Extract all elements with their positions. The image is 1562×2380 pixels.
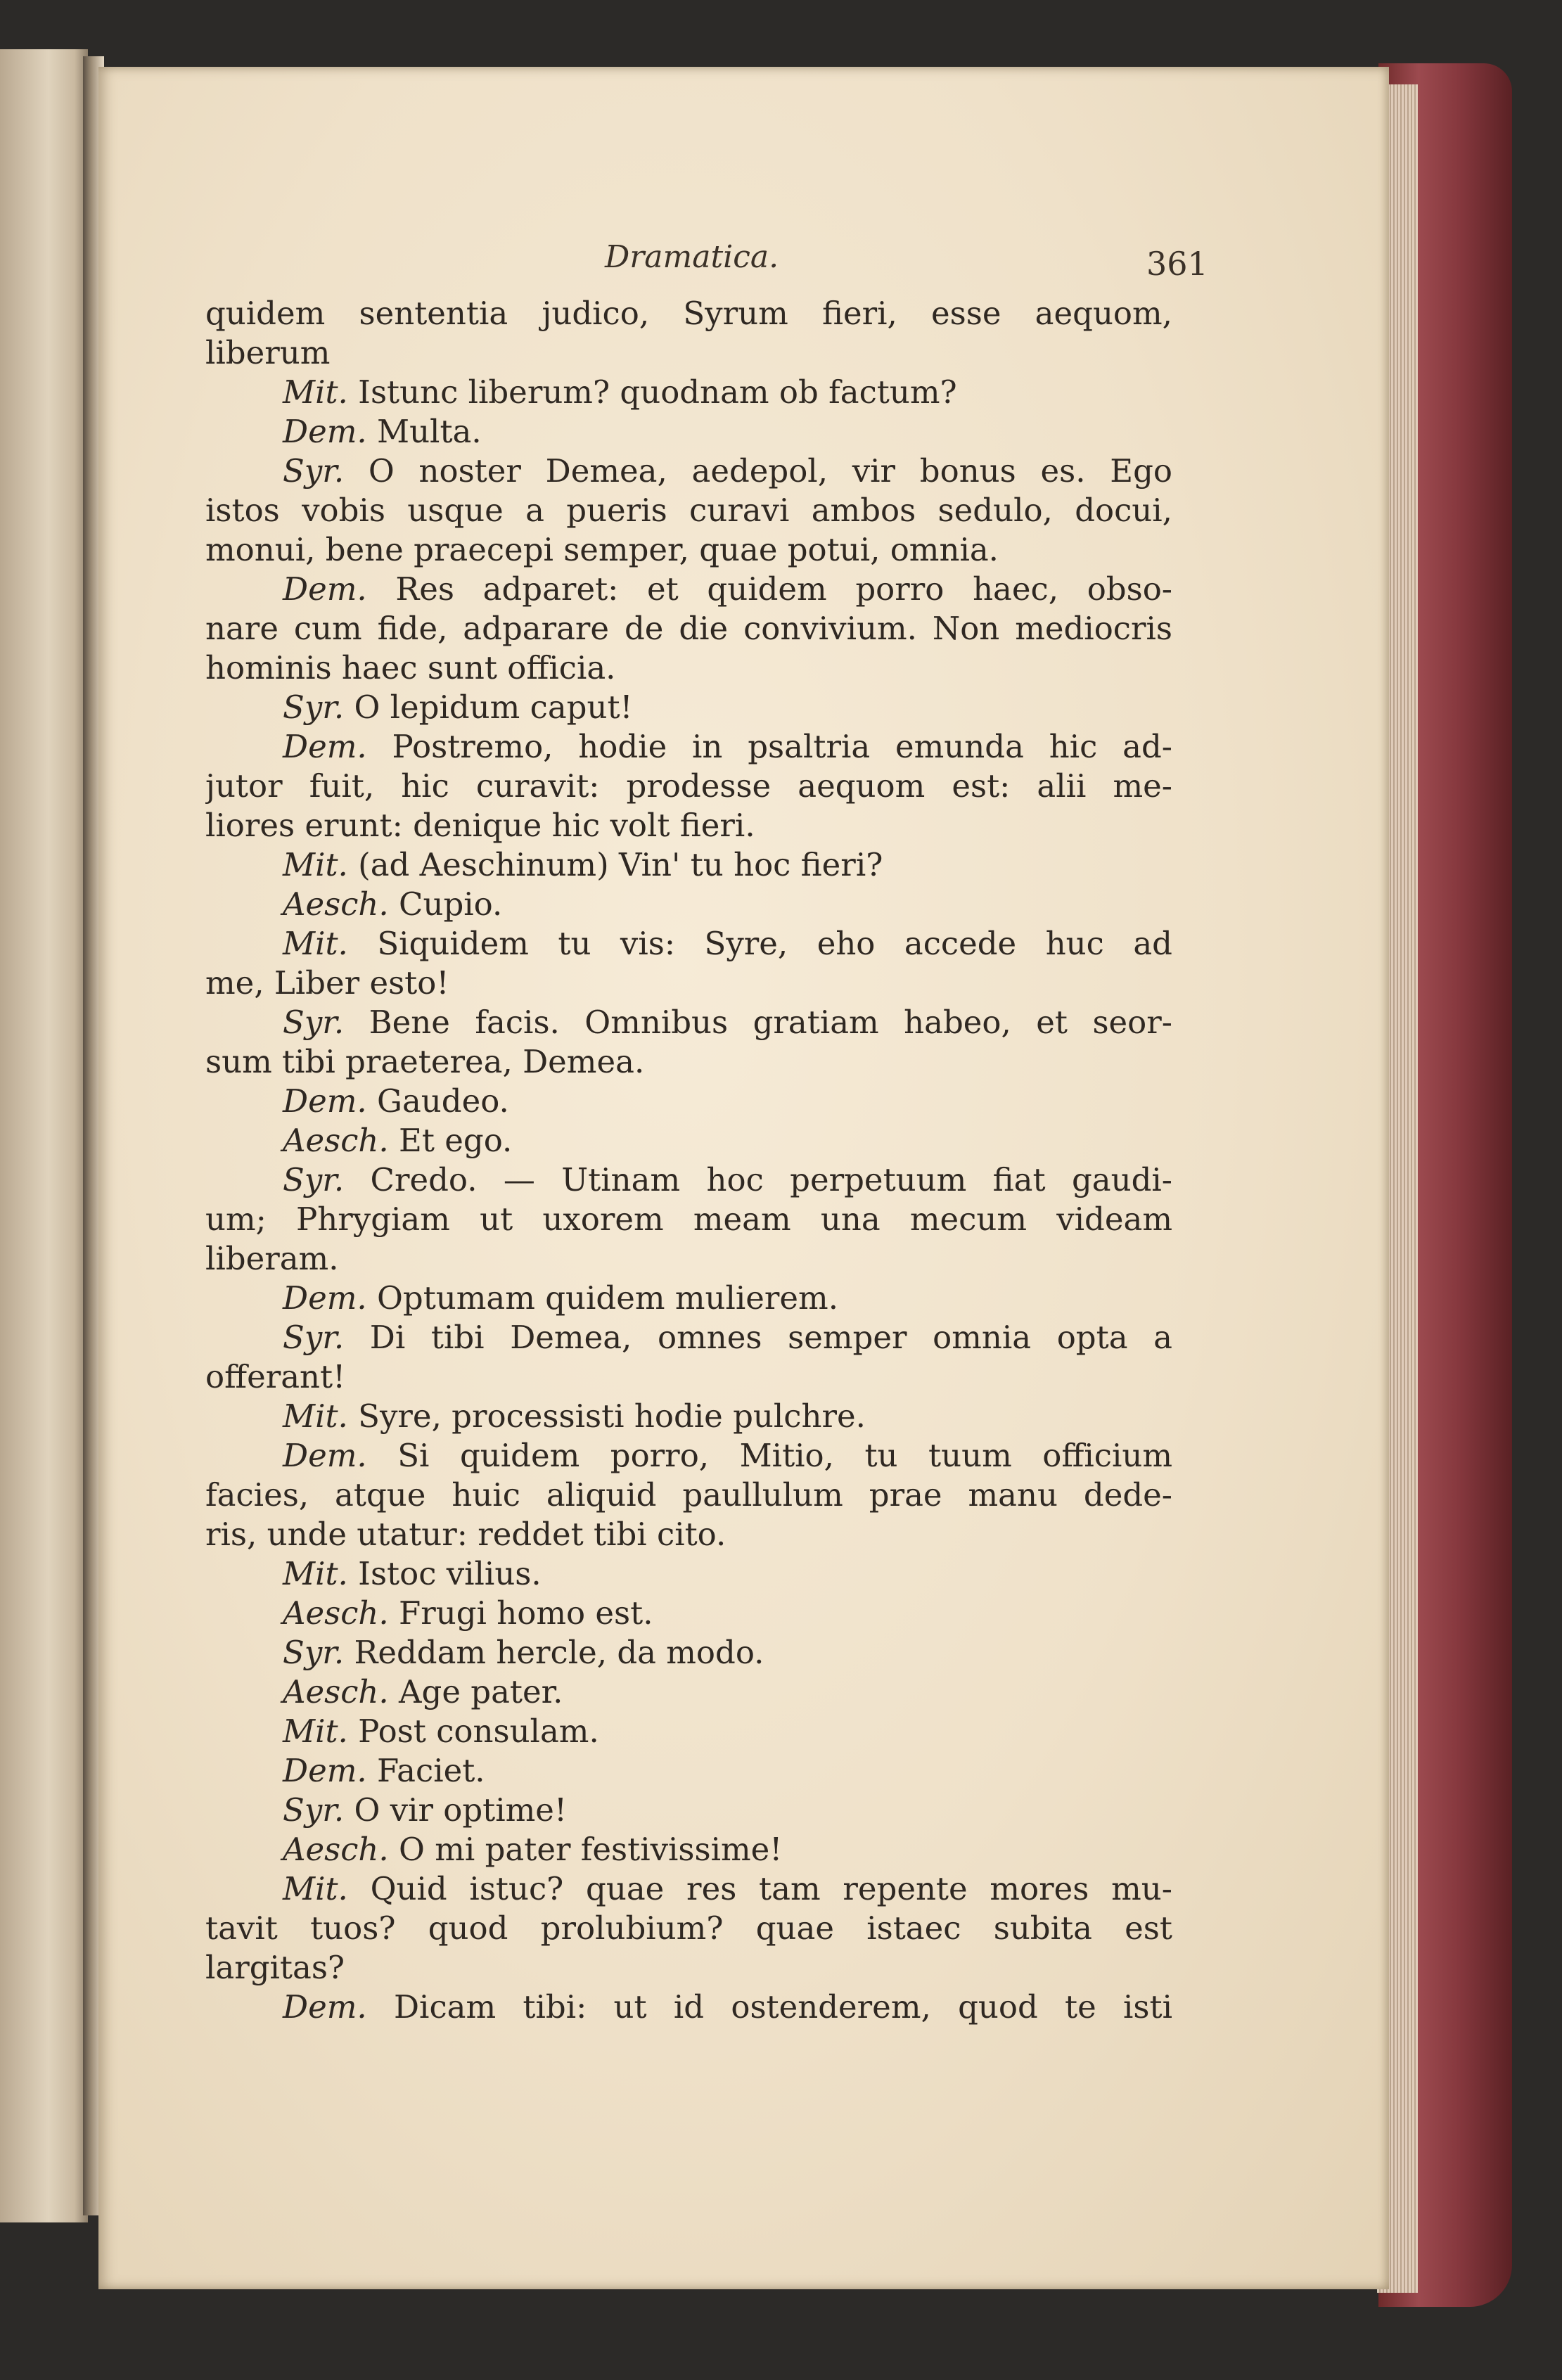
- speaker-label: Syr.: [283, 689, 345, 726]
- speaker-label: Dem.: [283, 1988, 367, 2026]
- text-line: [205, 1791, 1172, 1830]
- line-text: ris, unde utatur: reddet tibi cito.: [205, 1516, 726, 1553]
- text-line: [205, 1357, 1172, 1397]
- speaker-label: Dem.: [283, 413, 367, 450]
- text-line: [205, 1554, 1172, 1594]
- line-text: O vir optime!: [354, 1791, 568, 1829]
- text-line: [205, 688, 1172, 727]
- speaker-label: Dem.: [283, 570, 367, 608]
- line-text: sum tibi praeterea, Demea.: [205, 1043, 645, 1080]
- speaker-label: Syr.: [283, 1004, 345, 1041]
- speaker-label: Syr.: [283, 1634, 345, 1671]
- text-line: [205, 1712, 1172, 1751]
- line-text: um; Phrygiam ut uxorem meam una mecum videam: [205, 1201, 1172, 1238]
- text-line: [205, 1239, 1172, 1279]
- line-text: Optumam quidem mulierem.: [377, 1279, 839, 1317]
- line-text: liberam.: [205, 1240, 339, 1277]
- line-text: Di tibi Demea, omnes semper omnia opta a: [369, 1319, 1172, 1356]
- line-text: Et ego.: [399, 1122, 513, 1159]
- text-line: [205, 845, 1172, 885]
- text-line: [205, 1988, 1172, 2027]
- line-text: Faciet.: [377, 1752, 485, 1789]
- text-line: [205, 294, 1172, 333]
- text-line: [205, 1948, 1172, 1988]
- line-text: Multa.: [377, 413, 482, 450]
- text-line: [205, 373, 1172, 412]
- text-line: [205, 727, 1172, 767]
- line-text: Quid istuc? quae res tam repente mores mu-: [370, 1870, 1172, 1907]
- text-line: [205, 1751, 1172, 1791]
- speaker-label: Mit.: [283, 373, 348, 411]
- line-text: Res adparet: et quidem porro haec, obso-: [395, 570, 1172, 608]
- text-line: [205, 1160, 1172, 1200]
- speaker-label: Mit.: [283, 1397, 348, 1435]
- text-line: [205, 1042, 1172, 1082]
- text-line: [205, 1476, 1172, 1515]
- speaker-label: Aesch.: [283, 1594, 389, 1632]
- line-text: Post consulam.: [358, 1713, 599, 1750]
- line-text: liberum: [205, 334, 331, 371]
- speaker-label: Syr.: [283, 1319, 345, 1356]
- text-line: [205, 452, 1172, 491]
- text-line: [205, 885, 1172, 924]
- line-text: monui, bene praecepi semper, quae potui, omnia.: [205, 531, 999, 568]
- text-line: [205, 491, 1172, 530]
- text-line: [205, 1633, 1172, 1672]
- text-line: [205, 1830, 1172, 1869]
- speaker-label: Syr.: [283, 1161, 345, 1198]
- speaker-label: Mit.: [283, 1713, 348, 1750]
- speaker-label: Aesch.: [283, 1831, 389, 1868]
- line-text: Gaudeo.: [377, 1082, 509, 1120]
- speaker-label: Aesch.: [283, 1673, 389, 1710]
- dialogue-text: [205, 294, 1172, 2027]
- text-line: [205, 648, 1172, 688]
- text-line: [205, 530, 1172, 570]
- speaker-label: Mit.: [283, 1555, 348, 1592]
- text-line: [205, 412, 1172, 452]
- text-line: [205, 1279, 1172, 1318]
- text-line: [205, 964, 1172, 1003]
- text-line: [205, 1672, 1172, 1712]
- running-title: Dramatica.: [605, 239, 779, 275]
- line-text: istos vobis usque a pueris curavi ambos sedulo, docui,: [205, 492, 1172, 529]
- speaker-label: Dem.: [283, 1082, 367, 1120]
- line-text: jutor fuit, hic curavit: prodesse aequom est: alii me-: [205, 767, 1172, 805]
- text-line: [205, 806, 1172, 845]
- line-text: me, Liber esto!: [205, 964, 449, 1002]
- line-text: O mi pater festivissime!: [399, 1831, 783, 1868]
- line-text: Istunc liberum? quodnam ob factum?: [358, 373, 957, 411]
- line-text: Dicam tibi: ut id ostenderem, quod te isti: [393, 1988, 1172, 2026]
- line-text: Age pater.: [399, 1673, 563, 1710]
- line-text: Syre, processisti hodie pulchre.: [358, 1397, 866, 1435]
- speaker-label: Dem.: [283, 1752, 367, 1789]
- speaker-label: Dem.: [283, 1279, 367, 1317]
- line-text: (ad Aeschinum) Vin' tu hoc fieri?: [358, 846, 883, 883]
- text-line: [205, 1515, 1172, 1554]
- line-text: hominis haec sunt officia.: [205, 649, 616, 686]
- speaker-label: Mit.: [283, 846, 348, 883]
- line-text: O noster Demea, aedepol, vir bonus es. Ego: [368, 452, 1172, 490]
- text-line: [205, 609, 1172, 648]
- speaker-label: Dem.: [283, 1437, 367, 1474]
- line-text: liores erunt: denique hic volt fieri.: [205, 807, 755, 844]
- line-text: Postremo, hodie in psaltria emunda hic ad-: [392, 728, 1172, 765]
- text-line: [205, 1003, 1172, 1042]
- text-line: [205, 1594, 1172, 1633]
- line-text: nare cum fide, adparare de die convivium. Non mediocris: [205, 610, 1172, 647]
- speaker-label: Syr.: [283, 1791, 345, 1829]
- line-text: Si quidem porro, Mitio, tu tuum officium: [397, 1437, 1172, 1474]
- text-line: [205, 1909, 1172, 1948]
- speaker-label: Aesch.: [283, 885, 389, 923]
- line-text: facies, atque huic aliquid paullulum prae manu dede-: [205, 1476, 1172, 1514]
- speaker-label: Mit.: [283, 1870, 348, 1907]
- text-line: [205, 924, 1172, 964]
- text-line: [205, 1436, 1172, 1476]
- text-line: [205, 1397, 1172, 1436]
- text-line: [205, 570, 1172, 609]
- speaker-label: Dem.: [283, 728, 367, 765]
- text-line: [205, 767, 1172, 806]
- page-number: 361: [1146, 245, 1208, 283]
- text-line: [205, 1869, 1172, 1909]
- speaker-label: Syr.: [283, 452, 345, 490]
- line-text: offerant!: [205, 1358, 346, 1395]
- line-text: largitas?: [205, 1949, 345, 1986]
- line-text: Istoc vilius.: [358, 1555, 542, 1592]
- left-page-edge: [0, 49, 88, 2222]
- line-text: Frugi homo est.: [399, 1594, 653, 1632]
- line-text: Siquidem tu vis: Syre, eho accede huc ad: [377, 925, 1172, 962]
- speaker-label: Aesch.: [283, 1122, 389, 1159]
- speaker-label: Mit.: [283, 925, 348, 962]
- line-text: Reddam hercle, da modo.: [354, 1634, 764, 1671]
- text-line: [205, 333, 1172, 373]
- line-text: tavit tuos? quod prolubium? quae istaec subita est: [205, 1909, 1172, 1947]
- line-text: quidem sententia judico, Syrum fieri, esse aequom,: [205, 295, 1172, 332]
- text-line: [205, 1121, 1172, 1160]
- text-line: [205, 1082, 1172, 1121]
- line-text: Credo. — Utinam hoc perpetuum fiat gaudi-: [370, 1161, 1172, 1198]
- line-text: O lepidum caput!: [354, 689, 633, 726]
- text-line: [205, 1200, 1172, 1239]
- text-line: [205, 1318, 1172, 1357]
- line-text: Bene facis. Omnibus gratiam habeo, et seor-: [369, 1004, 1172, 1041]
- line-text: Cupio.: [399, 885, 503, 923]
